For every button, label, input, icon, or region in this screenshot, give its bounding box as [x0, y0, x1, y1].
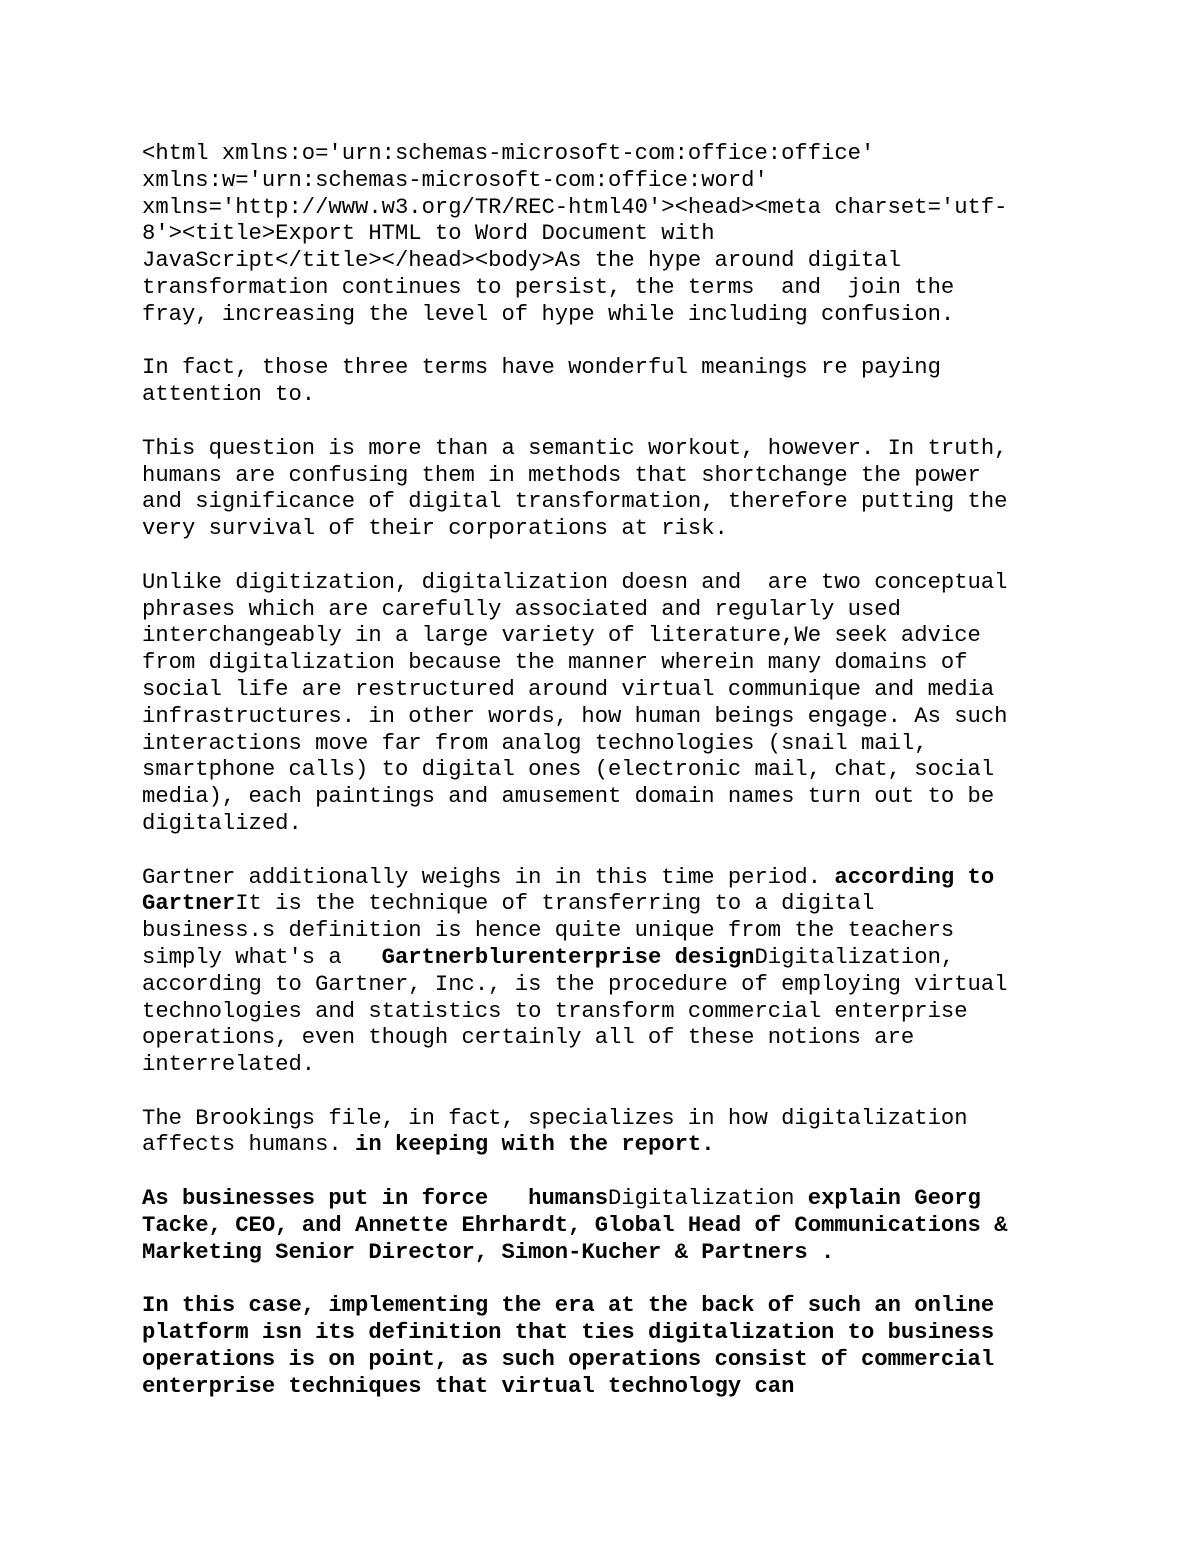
bold-text-run: in keeping with the report.	[355, 1132, 715, 1158]
paragraph-gap	[142, 838, 1142, 865]
text-line: This question is more than a semantic workout, however. In truth,	[142, 435, 1008, 461]
text-line: In fact, those three terms have wonderful meanings re paying	[142, 355, 941, 381]
text-line: smartphone calls) to digital ones (electronic mail, chat, social	[142, 757, 995, 783]
paragraph-gap	[142, 1079, 1142, 1106]
bold-text-run: explain Georg	[807, 1186, 981, 1212]
paragraph-4	[142, 865, 1142, 1079]
text-line: social life are restructured around virtual communique and media	[142, 676, 995, 702]
text-line: fray, increasing the level of hype while including confusion.	[142, 301, 955, 327]
paragraph-6	[142, 1186, 1142, 1266]
text-line: Tacke, CEO, and Annette Ehrhardt, Global Head of Communications &	[142, 1212, 1008, 1238]
text-line: interchangeably in a large variety of literature,We seek advice	[142, 623, 981, 649]
text-line: according to Gartner, Inc., is the procedure of employing virtual	[142, 971, 1008, 997]
bold-text-run: according to	[834, 864, 995, 890]
intro-paragraph	[142, 141, 1142, 329]
text-line: Marketing Senior Director, Simon-Kucher & Partners .	[142, 1239, 835, 1265]
document-page	[142, 141, 1142, 1400]
text-line	[142, 945, 1142, 972]
text-line	[142, 865, 1142, 892]
text-run: Gartner additionally weighs in in this time period.	[142, 864, 835, 890]
text-line: and significance of digital transformation, therefore putting the	[142, 489, 1008, 515]
text-line: <html xmlns:o='urn:schemas-microsoft-com:office:office'	[142, 141, 875, 166]
text-line: 8'><title>Export HTML to Word Document with	[142, 221, 715, 247]
text-line: digitalized.	[142, 810, 302, 836]
text-line: interactions move far from analog technologies (snail mail,	[142, 730, 928, 756]
bold-text-run: Gartnerblurenterprise design	[381, 944, 755, 970]
text-line: technologies and statistics to transform commercial enterprise	[142, 998, 968, 1024]
text-line: enterprise techniques that virtual technology can	[142, 1373, 795, 1399]
text-line: platform isn its definition that ties digitalization to business	[142, 1320, 995, 1346]
text-line: interrelated.	[142, 1052, 316, 1078]
paragraph-gap	[142, 543, 1142, 570]
text-line: xmlns:w='urn:schemas-microsoft-com:office:word'	[142, 167, 768, 193]
paragraph-5	[142, 1106, 1142, 1160]
text-run: affects humans.	[142, 1132, 356, 1158]
text-line: humans are confusing them in methods that shortchange the power	[142, 462, 981, 488]
text-run: Digitalization,	[754, 944, 955, 970]
text-line: phrases which are carefully associated and regularly used	[142, 596, 901, 622]
text-line: media), each paintings and amusement domain names turn out to be	[142, 784, 995, 810]
paragraph-gap	[142, 1266, 1142, 1293]
text-line	[142, 1132, 1142, 1159]
bold-text-run: As businesses put in force humans	[142, 1186, 609, 1212]
text-line: operations is on point, as such operations consist of commercial	[142, 1346, 995, 1372]
text-line: business.s definition is hence quite unique from the teachers	[142, 918, 955, 944]
text-line	[142, 1186, 1142, 1213]
text-line: transformation continues to persist, the terms and join the	[142, 274, 955, 300]
text-line: JavaScript</title></head><body>As the hype around digital	[142, 248, 901, 274]
text-line: very survival of their corporations at risk.	[142, 516, 728, 542]
text-line: operations, even though certainly all of these notions are	[142, 1025, 915, 1051]
text-line: The Brookings file, in fact, specializes in how digitalization	[142, 1105, 968, 1131]
text-line: xmlns='http://www.w3.org/TR/REC-html40'><head><meta charset='utf-	[142, 194, 1008, 220]
paragraph-gap	[142, 409, 1142, 436]
text-line: attention to.	[142, 382, 316, 408]
text-line	[142, 891, 1142, 918]
bold-text-run: Gartner	[142, 891, 236, 917]
text-line: infrastructures. in other words, how human beings engage. As such	[142, 703, 1008, 729]
paragraph-7	[142, 1293, 1142, 1400]
paragraph-3	[142, 570, 1142, 838]
text-line: In this case, implementing the era at the back of such an online	[142, 1293, 995, 1319]
text-line: Unlike digitization, digitalization doesn and are two conceptual	[142, 569, 1008, 595]
paragraph-gap	[142, 1159, 1142, 1186]
text-run: simply what's a	[142, 944, 382, 970]
paragraph-1	[142, 355, 1142, 409]
paragraph-2	[142, 436, 1142, 543]
text-run: It is the technique of transferring to a digital	[235, 891, 875, 917]
text-run: Digitalization	[608, 1186, 808, 1212]
text-line: from digitalization because the manner wherein many domains of	[142, 650, 968, 676]
paragraph-gap	[142, 329, 1142, 356]
